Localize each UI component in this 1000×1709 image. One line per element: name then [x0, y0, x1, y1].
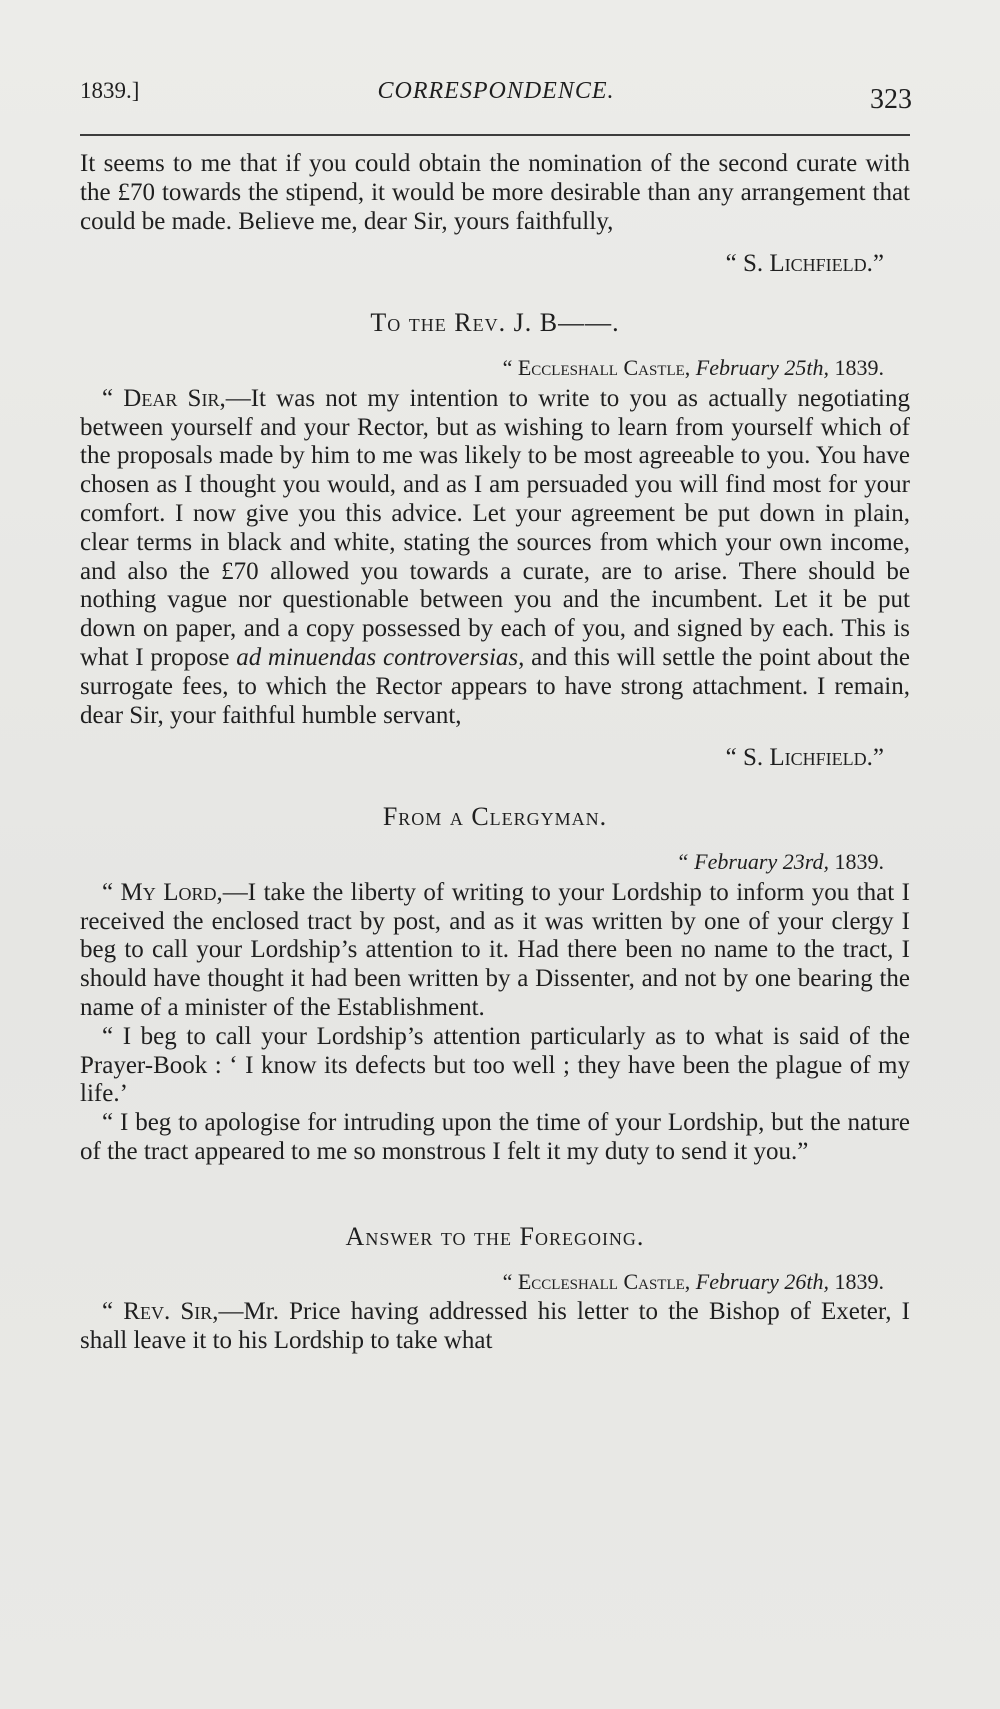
letter2-paragraph-3: “ I beg to apologise for intruding upon the time of your Lordship, but the nature of the tract appeared to me so monstrous I felt it my duty to send it you.”	[80, 1109, 910, 1165]
letter1-heading: To the Rev. J. B——.	[370, 308, 620, 338]
letter3-place: “ Eccleshall Castle,	[502, 1268, 691, 1294]
letter2-heading: From a Clergyman.	[382, 802, 608, 832]
running-header	[80, 72, 912, 120]
letter2-body-1: —I take the liberty of writing to your Lordship to inform you that I received the enclosed tract by post, and as it was written by one of your clergy I beg to call your Lordship’s attention to it. Had there been no name to the tract, I should have thought it had been written by a Dissenter, and not by one bearing the name of a minister of the Establishment.	[80, 878, 910, 1021]
letter1-body-2: and this will settle the point about the surrogate fees, to which the Rector appears to have strong attachment. I remain, dear Sir, your faithful humble servant,	[80, 643, 910, 729]
continuation-signature: “ S. Lichfield.”	[725, 250, 884, 278]
letter1-dateline	[80, 354, 910, 383]
letter1-year: 1839.	[834, 354, 884, 380]
continuation-paragraph: It seems to me that if you could obtain the nomination of the second curate with the £70 towards the stipend, it would be more desirable than any arrangement that could be made. Believe me, dear Sir, yours faithfully,	[80, 150, 910, 235]
letter3-paragraph	[80, 1298, 910, 1356]
letter3-heading: Answer to the Foregoing.	[345, 1221, 645, 1251]
letter3-year: 1839.	[834, 1268, 884, 1294]
letter2-paragraph-1	[80, 879, 910, 1023]
page-number: 323	[870, 84, 912, 115]
letter3-dateline	[80, 1268, 910, 1297]
letter2-salutation: “ My Lord,	[102, 878, 223, 906]
letter2-dateline	[80, 848, 910, 877]
page-body	[80, 150, 910, 1356]
header-title: CORRESPONDENCE.	[377, 78, 615, 104]
header-rule	[80, 134, 910, 136]
letter3-date: February 26th,	[695, 1268, 829, 1294]
header-year: 1839.]	[80, 78, 140, 103]
letter3-salutation: “ Rev. Sir,	[102, 1298, 219, 1326]
letter1-latin-phrase: ad minuendas controversias,	[236, 643, 525, 671]
letter1-signature: “ S. Lichfield.”	[725, 744, 884, 772]
letter2-paragraph-2: “ I beg to call your Lordship’s attention particularly as to what is said of the Prayer-Book : ‘ I know its defects but too well ; they have been the plague of my life.’	[80, 1022, 910, 1108]
letter1-place: “ Eccleshall Castle,	[502, 354, 691, 380]
letter1-body-1: —It was not my intention to write to you as actually negotiating between yourself and your Rector, but as wishing to learn from yourself which of the proposals made by him to me was likely to be most agreeable to you. You have chosen as I thought you would, and as I am persuaded you will find most for your comfort. I now give you this advice. Let your agreement be put down in plain, clear terms in black and white, stating the sources from which your own income, and also the £70 allowed you towards a curate, are to arise. There should be nothing vague nor questionable between you and the incumbent. Let it be put down on paper, and a copy possessed by each of you, and signed by each. This is what I propose	[80, 384, 910, 671]
letter1-paragraph	[80, 385, 910, 731]
letter2-year: 1839.	[834, 848, 884, 874]
letter1-salutation: “ Dear Sir,	[102, 384, 226, 412]
letter2-date: “ February 23rd,	[676, 848, 829, 874]
letter1-date: February 25th,	[695, 354, 829, 380]
letter3-body: —Mr. Price having addressed his letter to the Bishop of Exeter, I shall leave it to his Lordship to take what	[80, 1298, 910, 1355]
